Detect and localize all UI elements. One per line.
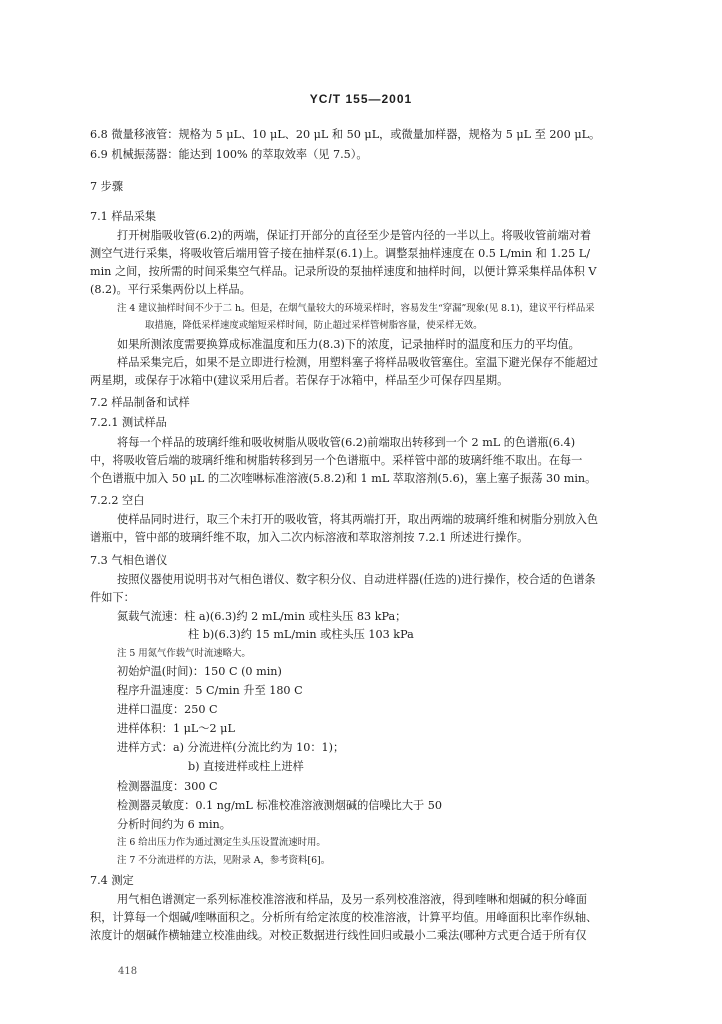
carrier-gas-b: 柱 b)(6.3)约 15 mL/min 或柱头压 103 kPa — [188, 628, 414, 641]
note-6: 注 6 给出压力作为通过测定生头压设置流速时用。 — [117, 837, 326, 848]
carrier-gas-a: 氮载气流速：柱 a)(6.3)约 2 mL/min 或柱头压 83 kPa； — [117, 610, 407, 623]
paragraph-line: (8.2)。平行采集两份以上样品。 — [90, 283, 251, 296]
paragraph-line: 打开树脂吸收管(6.2)的两端，保证打开部分的直径至少是管内径的一半以上。将吸收管前端对着 — [117, 229, 592, 242]
paragraph-line: 如果所测浓度需要换算成标准温度和压力(8.3)下的浓度，记录抽样时的温度和压力的平均值。 — [117, 338, 580, 351]
inlet-temp: 进样口温度：250 C — [117, 703, 218, 716]
paragraph-line: 积，计算每一个烟碱/喹啉面积之。分析所有给定浓度的校准溶液，计算平均值。用峰面积比率作纵轴、 — [90, 911, 598, 924]
paragraph-line: 样品采集完后，如果不是立即进行检测，用塑料塞子将样品吸收管塞住。室温下避光保存不能超过 — [117, 356, 599, 369]
section-7-2-2-heading: 7.2.2 空白 — [90, 494, 145, 507]
note-4-line: 注 4 建议抽样时间不少于二 h。但是，在烟气量较大的环境采样时，容易发生“穿漏”现象(见 8.1)，建议平行样品采 — [117, 303, 595, 314]
paragraph-line: 个色谱瓶中加入 50 μL 的二次喹啉标准溶液(5.8.2)和 1 mL 萃取溶剂(5.6)，塞上塞子振荡 30 min。 — [90, 472, 597, 485]
clause-6-9: 6.9 机械振荡器：能达到 100% 的萃取效率（见 7.5）。 — [90, 148, 368, 161]
section-7-3-heading: 7.3 气相色谱仪 — [90, 554, 168, 567]
page-number: 418 — [118, 966, 138, 977]
paragraph-line: 两星期，或保存于冰箱中(建议采用后者。若保存于冰箱中，样品至少可保存四星期。 — [90, 374, 509, 387]
temp-ramp: 程序升温速度：5 C/min 升至 180 C — [117, 684, 303, 697]
paragraph-line: 将每一个样品的玻璃纤维和吸收树脂从吸收管(6.2)前端取出转移到一个 2 mL 的色谱瓶(6.4) — [117, 436, 576, 449]
note-5: 注 5 用氮气作载气时流速略大。 — [117, 648, 251, 659]
paragraph-line: 件如下： — [90, 591, 135, 604]
section-7-heading: 7 步骤 — [90, 180, 124, 193]
paragraph-line: 用气相色谱测定一系列标准校准溶液和样品，及另一系列校准溶液，得到喹啉和烟碱的积分峰面 — [117, 893, 587, 906]
paragraph-line: 浓度计的烟碱作横轴建立校准曲线。对校正数据进行线性回归或最小二乘法(哪种方式更合适于所有仅 — [90, 929, 587, 942]
note-4-line: 取措施，降低采样速度或缩短采样时间，防止超过采样管树脂容量，使采样无效。 — [145, 320, 483, 331]
section-7-2-1-heading: 7.2.1 测试样品 — [90, 416, 167, 429]
paragraph-line: 使样品同时进行，取三个未打开的吸收管，将其两端打开，取出两端的玻璃纤维和树脂分别放入色 — [117, 513, 599, 526]
paragraph-line: 测空气进行采集，将吸收管后端用管子接在抽样泵(6.1)上。调整泵抽样速度在 0.5 L/min 和 1.25 L/ — [90, 247, 590, 260]
initial-oven-temp: 初始炉温(时间)：150 C (0 min) — [117, 665, 282, 678]
paragraph-line: 按照仪器使用说明书对气相色谱仪、数字积分仪、自动进样器(任选的)进行操作，校合适的色谱条 — [117, 573, 596, 586]
analysis-time: 分析时间约为 6 min。 — [117, 818, 231, 831]
injection-mode-a: 进样方式：a) 分流进样(分流比约为 10：1)； — [117, 741, 345, 754]
section-7-2-heading: 7.2 样品制备和试样 — [90, 396, 190, 409]
injection-mode-b: b) 直接进样或柱上进样 — [188, 760, 304, 773]
section-7-1-heading: 7.1 样品采集 — [90, 210, 157, 223]
standard-header: YC/T 155—2001 — [309, 92, 413, 106]
detector-temp: 检测器温度：300 C — [117, 780, 218, 793]
paragraph-line: 谱瓶中，管中部的玻璃纤维不取，加入二次内标溶液和萃取溶剂按 7.2.1 所述进行操作。 — [90, 531, 529, 544]
paragraph-line: 中，将吸收管后端的玻璃纤维和树脂转移到另一个色谱瓶中。采样管中部的玻璃纤维不取出。在每一 — [90, 454, 583, 467]
paragraph-line: min 之间，按所需的时间采集空气样品。记录所设的泵抽样速度和抽样时间，以便计算采集样品体积 V — [90, 265, 597, 278]
clause-6-8: 6.8 微量移液管：规格为 5 μL、10 μL、20 μL 和 50 μL，或微量加样器，规格为 5 μL 至 200 μL。 — [90, 128, 601, 141]
injection-volume: 进样体积：1 μL～2 μL — [117, 722, 235, 735]
detector-sensitivity: 检测器灵敏度：0.1 ng/mL 标准校准溶液测烟碱的信噪比大于 50 — [117, 799, 442, 812]
note-7: 注 7 不分流进样的方法，见附录 A，参考资料[6]。 — [117, 855, 331, 866]
section-7-4-heading: 7.4 测定 — [90, 874, 134, 887]
